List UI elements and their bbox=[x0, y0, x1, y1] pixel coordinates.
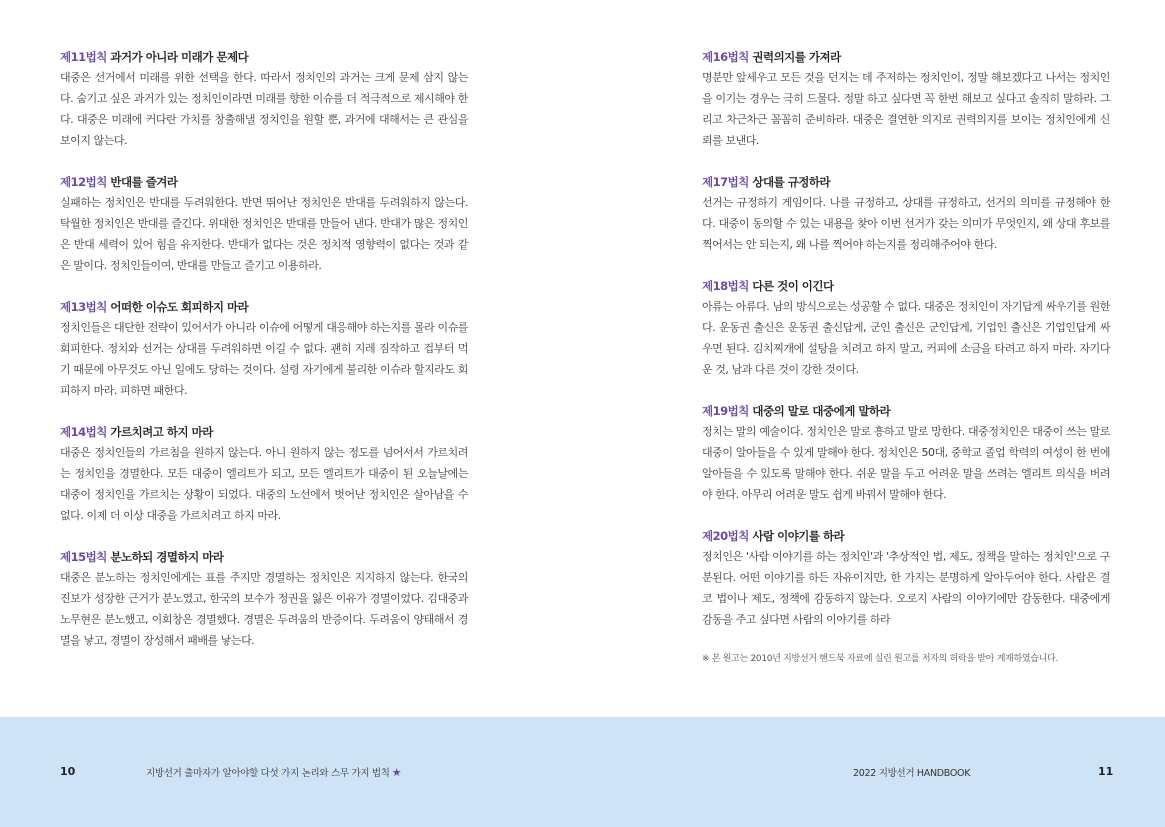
rule-body: 명분만 앞세우고 모든 것을 던지는 데 주저하는 정치인이, 정말 해보겠다고 나서는 정치인을 이기는 경우는 극히 드물다. 정말 하고 싶다면 꼭 한번 해보고 싶다고 솔직히 말하라. 그리고 차근차근 꼼꼼히 준비하라. 대중은 결연한 의지로 권력의지를 보이는 정치인에게 신뢰를 보낸다. bbox=[702, 71, 1110, 147]
rule-heading: 권력의지를 가져라 bbox=[752, 50, 841, 64]
rule-heading: 상대를 규정하라 bbox=[752, 175, 831, 189]
rule-title bbox=[60, 47, 468, 67]
rule-title bbox=[60, 172, 468, 192]
right-page-number: 11 bbox=[1098, 765, 1114, 778]
rule-heading: 분노하되 경멸하지 마라 bbox=[110, 550, 224, 564]
rule-14 bbox=[60, 422, 468, 526]
rule-body: 실패하는 정치인은 반대를 두려워한다. 반면 뛰어난 정치인은 반대를 두려워하지 않는다. 탁월한 정치인은 반대를 즐긴다. 위대한 정치인은 반대를 만들어 낸다. 반대가 많은 정치인은 반대 세력이 있어 힘을 유지한다. 반대가 없다는 것은 정치적 영향력이 없다는 것과 같은 말이다. 정치인들이여, 반대를 만들고 즐기고 이용하라. bbox=[60, 196, 468, 272]
rule-body: 아류는 아류다. 남의 방식으로는 성공할 수 없다. 대중은 정치인이 자기답게 싸우기를 원한다. 운동권 출신은 운동권 출신답게, 군인 출신은 군인답게, 기업인 출신은 기업인답게 싸우면 된다. 김치찌개에 설탕을 치려고 하지 말고, 커피에 소금을 타려고 하지 마라. 자기다운 것, 남과 다른 것이 강한 것이다. bbox=[702, 300, 1110, 376]
rule-16 bbox=[702, 47, 1110, 151]
rule-title bbox=[60, 422, 468, 442]
rule-15 bbox=[60, 547, 468, 651]
rule-11 bbox=[60, 47, 468, 151]
rule-18 bbox=[702, 276, 1110, 380]
rule-body: 정치는 말의 예술이다. 정치인은 말로 흥하고 말로 망한다. 대중정치인은 대중이 쓰는 말로 대중이 알아들을 수 있게 말해야 한다. 정치인은 50대, 중학교 졸업 학력의 여성이 한 번에 알아들을 수 있도록 말해야 한다. 쉬운 말을 두고 어려운 말을 쓰려는 엘리트 의식을 버려야 한다. 아무리 어려운 말도 쉽게 바꿔서 말해야 한다. bbox=[702, 425, 1110, 501]
rule-body: 대중은 선거에서 미래를 위한 선택을 한다. 따라서 정치인의 과거는 크게 문제 삼지 않는다. 숨기고 싶은 과거가 있는 정치인이라면 미래를 향한 이슈를 더 적극적으로 제시해야 한다. 대중은 미래에 커다란 가치를 창출해낼 정치인을 원할 뿐, 과거에 대해서는 큰 관심을 보이지 않는다. bbox=[60, 71, 468, 147]
rule-heading: 대중의 말로 대중에게 말하라 bbox=[752, 404, 891, 418]
rule-title bbox=[702, 47, 1110, 67]
rule-body: 대중은 정치인들의 가르침을 원하지 않는다. 아니 원하지 않는 정도를 넘어서서 가르치려는 정치인을 경멸한다. 모든 대중이 엘리트가 되고, 모든 엘리트가 대중이 된 오늘날에는 대중이 정치인을 가르치는 상황이 되었다. 대중의 노선에서 벗어난 정치인은 살아남을 수 없다. 이제 더 이상 대중을 가르치려고 하지 마라. bbox=[60, 446, 468, 522]
rule-body: 대중은 분노하는 정치인에게는 표를 주지만 경멸하는 정치인은 지지하지 않는다. 한국의 진보가 성장한 근거가 분노였고, 한국의 보수가 정권을 잃은 이유가 경멸이었다. 김대중과 노무현은 분노했고, 이회창은 경멸했다. 경멸은 두려움의 반증이다. 두려움이 양태해서 경멸을 낳고, 경멸이 장성해서 패배를 낳는다. bbox=[60, 571, 468, 647]
rule-title bbox=[60, 547, 468, 567]
rule-body: 정치인들은 대단한 전략이 있어서가 아니라 이슈에 어떻게 대응해야 하는지를 몰라 이슈를 회피한다. 정치와 선거는 상대를 두려워하면 이길 수 없다. 괜히 지레 짐작하고 겁부터 먹기 때문에 아무것도 아닌 일에도 당하는 것이다. 설령 자기에게 불리한 이슈라 할지라도 회피하지 마라. 피하면 패한다. bbox=[60, 321, 468, 397]
rule-title bbox=[702, 526, 1110, 546]
rule-number: 제11법칙 bbox=[60, 50, 107, 64]
running-title-text: 지방선거 출마자가 알아야할 다섯 가지 논리와 스무 가지 법칙 bbox=[146, 768, 390, 779]
rule-title bbox=[60, 297, 468, 317]
rule-19 bbox=[702, 401, 1110, 505]
rule-number: 제17법칙 bbox=[702, 175, 749, 189]
rule-body: 정치인은 '사람 이야기를 하는 정치인'과 '추상적인 법, 제도, 정책을 말하는 정치인'으로 구분된다. 어떤 이야기를 하든 자유이지만, 한 가지는 분명하게 알아두어야 한다. 사람은 결코 법이나 제도, 정책에 감동하지 않는다. 오로지 사람의 이야기에만 감동한다. 대중에게 감동을 주고 싶다면 사람의 이야기를 하라 bbox=[702, 550, 1110, 626]
right-running-title: 2022 지방선거 HANDBOOK bbox=[853, 768, 971, 779]
rule-12 bbox=[60, 172, 468, 276]
left-column bbox=[60, 47, 468, 672]
left-page-number: 10 bbox=[60, 765, 76, 778]
rule-number: 제15법칙 bbox=[60, 550, 107, 564]
rule-20 bbox=[702, 526, 1110, 630]
rule-heading: 어떠한 이슈도 회피하지 마라 bbox=[110, 300, 249, 314]
rule-13 bbox=[60, 297, 468, 401]
source-note: ※ 본 원고는 2010년 지방선거 핸드북 자료에 실린 원고를 저자의 허락을 받아 게재하였습니다. bbox=[702, 654, 1059, 664]
rule-title bbox=[702, 172, 1110, 192]
rule-heading: 사람 이야기를 하라 bbox=[752, 529, 845, 543]
rule-number: 제20법칙 bbox=[702, 529, 749, 543]
rule-title bbox=[702, 401, 1110, 421]
right-column bbox=[702, 47, 1110, 664]
rule-heading: 다른 것이 이긴다 bbox=[752, 279, 834, 293]
rule-number: 제16법칙 bbox=[702, 50, 749, 64]
rule-17 bbox=[702, 172, 1110, 255]
rule-number: 제14법칙 bbox=[60, 425, 107, 439]
rule-heading: 가르치려고 하지 마라 bbox=[110, 425, 213, 439]
rule-number: 제19법칙 bbox=[702, 404, 749, 418]
rule-body: 선거는 규정하기 게임이다. 나를 규정하고, 상대를 규정하고, 선거의 의미를 규정해야 한다. 대중이 동의할 수 있는 내용을 찾아 이번 선거가 갖는 의미가 무엇인지, 왜 상대 후보를 찍어서는 안 되는지, 왜 나를 찍어야 하는지를 정리해주어야 한다. bbox=[702, 196, 1110, 251]
rule-number: 제18법칙 bbox=[702, 279, 749, 293]
rule-title bbox=[702, 276, 1110, 296]
rule-heading: 과거가 아니라 미래가 문제다 bbox=[110, 50, 249, 64]
star-icon: ★ bbox=[391, 766, 402, 779]
rule-number: 제12법칙 bbox=[60, 175, 107, 189]
rule-number: 제13법칙 bbox=[60, 300, 107, 314]
rule-heading: 반대를 즐겨라 bbox=[110, 175, 178, 189]
left-running-title bbox=[146, 765, 401, 779]
